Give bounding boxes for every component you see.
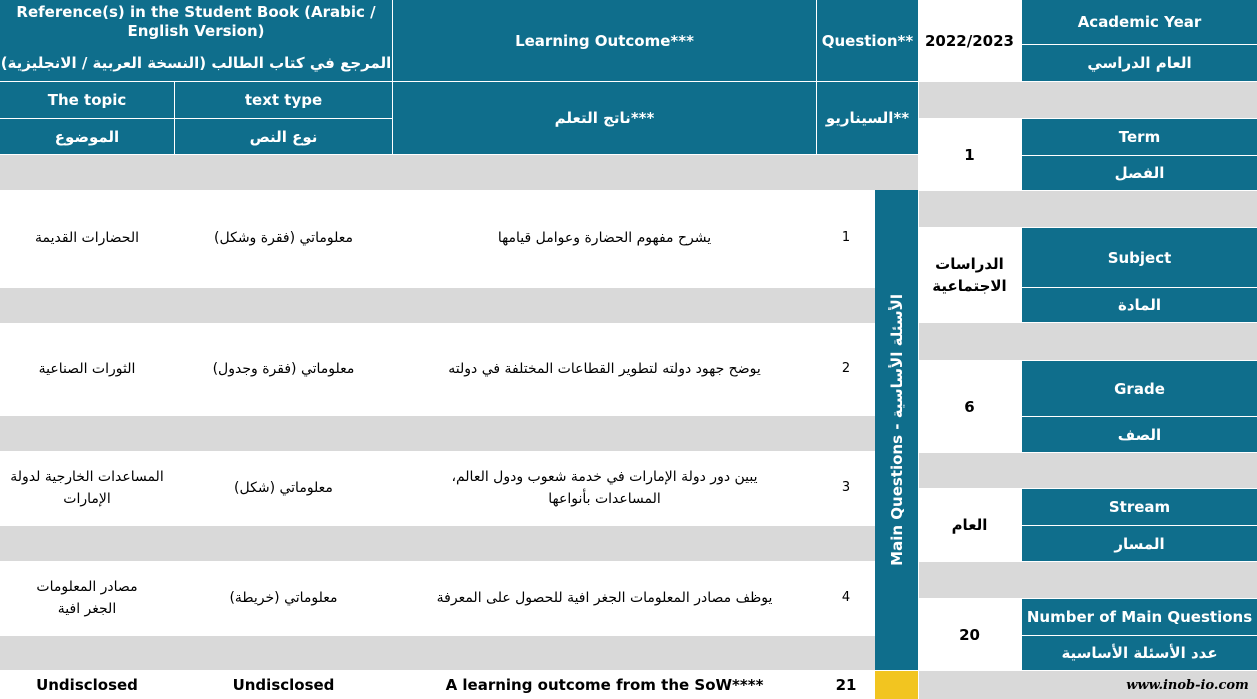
row-1-text-type: معلوماتي (فقرة وشكل) (175, 190, 392, 287)
row-2-outcome: يوضح جهود دولته لتطوير القطاعات المختلفة في دولته (393, 323, 816, 415)
stream-label-ar: المسار (1022, 526, 1257, 561)
footer-topic: Undisclosed (0, 671, 174, 699)
row-separator (0, 636, 875, 670)
grade-value: 6 (919, 361, 1020, 452)
question-header-ar: السيناريو** (817, 82, 918, 154)
grade-label-ar: الصف (1022, 417, 1257, 452)
footer-number: 21 (817, 671, 875, 699)
academic-year-label-ar: العام الدراسي (1022, 45, 1257, 81)
term-value: 1 (919, 119, 1020, 190)
row-3-outcome: يبين دور دولة الإمارات في خدمة شعوب ودول العالم، المساعدات بأنواعها (393, 451, 816, 525)
term-label-ar: الفصل (1022, 156, 1257, 190)
stream-value: العام (919, 489, 1020, 561)
row-1-outcome: يشرح مفهوم الحضارة وعوامل قيامها (393, 190, 816, 287)
row-4-number: 4 (817, 561, 875, 635)
subject-label-ar: المادة (1022, 288, 1257, 322)
row-separator (0, 416, 875, 451)
panel-separator (919, 562, 1257, 598)
main-questions-count-label-en: Number of Main Questions (1022, 599, 1257, 635)
row-4-text-type: معلوماتي (خريطة) (175, 561, 392, 635)
row-2-number: 2 (817, 323, 875, 415)
panel-separator (919, 82, 1257, 118)
reference-header-ar: المرجع في كتاب الطالب (النسخة العربية / الانجليزية) (0, 44, 392, 81)
panel-separator (919, 191, 1257, 227)
row-4-outcome: يوظف مصادر المعلومات الجغر افية للحصول على المعرفة (393, 561, 816, 635)
panel-separator (919, 323, 1257, 360)
question-header-en: Question** (817, 0, 918, 81)
term-label-en: Term (1022, 119, 1257, 155)
footer-text-type: Undisclosed (175, 671, 392, 699)
text-type-header-en: text type (175, 82, 392, 118)
row-1-number: 1 (817, 190, 875, 287)
row-1-topic: الحضارات القديمة (0, 190, 174, 287)
separator-band (0, 155, 918, 190)
main-questions-label: Main Questions - الأسئلة الأساسية (887, 294, 906, 566)
subject-label-en: Subject (1022, 228, 1257, 287)
academic-year-value: 2022/2023 (919, 0, 1020, 81)
panel-separator (919, 453, 1257, 488)
row-4-topic: مصادر المعلومات الجغر افية (0, 561, 174, 635)
learning-outcome-header-en: Learning Outcome*** (393, 0, 816, 81)
main-questions-count-value: 20 (919, 599, 1020, 670)
row-2-text-type: معلوماتي (فقرة وجدول) (175, 323, 392, 415)
academic-year-label-en: Academic Year (1022, 0, 1257, 44)
watermark-text: www.inob-io.com (1126, 678, 1249, 693)
topic-header-en: The topic (0, 82, 174, 118)
reference-header-en: Reference(s) in the Student Book (Arabic / English Version) (0, 0, 392, 44)
main-questions-label-bar (875, 190, 918, 670)
footer-highlight (875, 671, 918, 699)
row-3-number: 3 (817, 451, 875, 525)
row-2-topic: الثورات الصناعية (0, 323, 174, 415)
stream-label-en: Stream (1022, 489, 1257, 525)
row-separator (0, 288, 875, 323)
footer-outcome: A learning outcome from the SoW**** (393, 671, 816, 699)
topic-header-ar: الموضوع (0, 119, 174, 154)
row-3-text-type: معلوماتي (شكل) (175, 451, 392, 525)
subject-value: الدراسات الاجتماعية (919, 228, 1020, 322)
text-type-header-ar: نوع النص (175, 119, 392, 154)
grade-label-en: Grade (1022, 361, 1257, 416)
main-questions-count-label-ar: عدد الأسئلة الأساسية (1022, 636, 1257, 670)
row-separator (0, 526, 875, 561)
row-3-topic: المساعدات الخارجية لدولة الإمارات (0, 451, 174, 525)
learning-outcome-header-ar: ناتج التعلم*** (393, 82, 816, 154)
